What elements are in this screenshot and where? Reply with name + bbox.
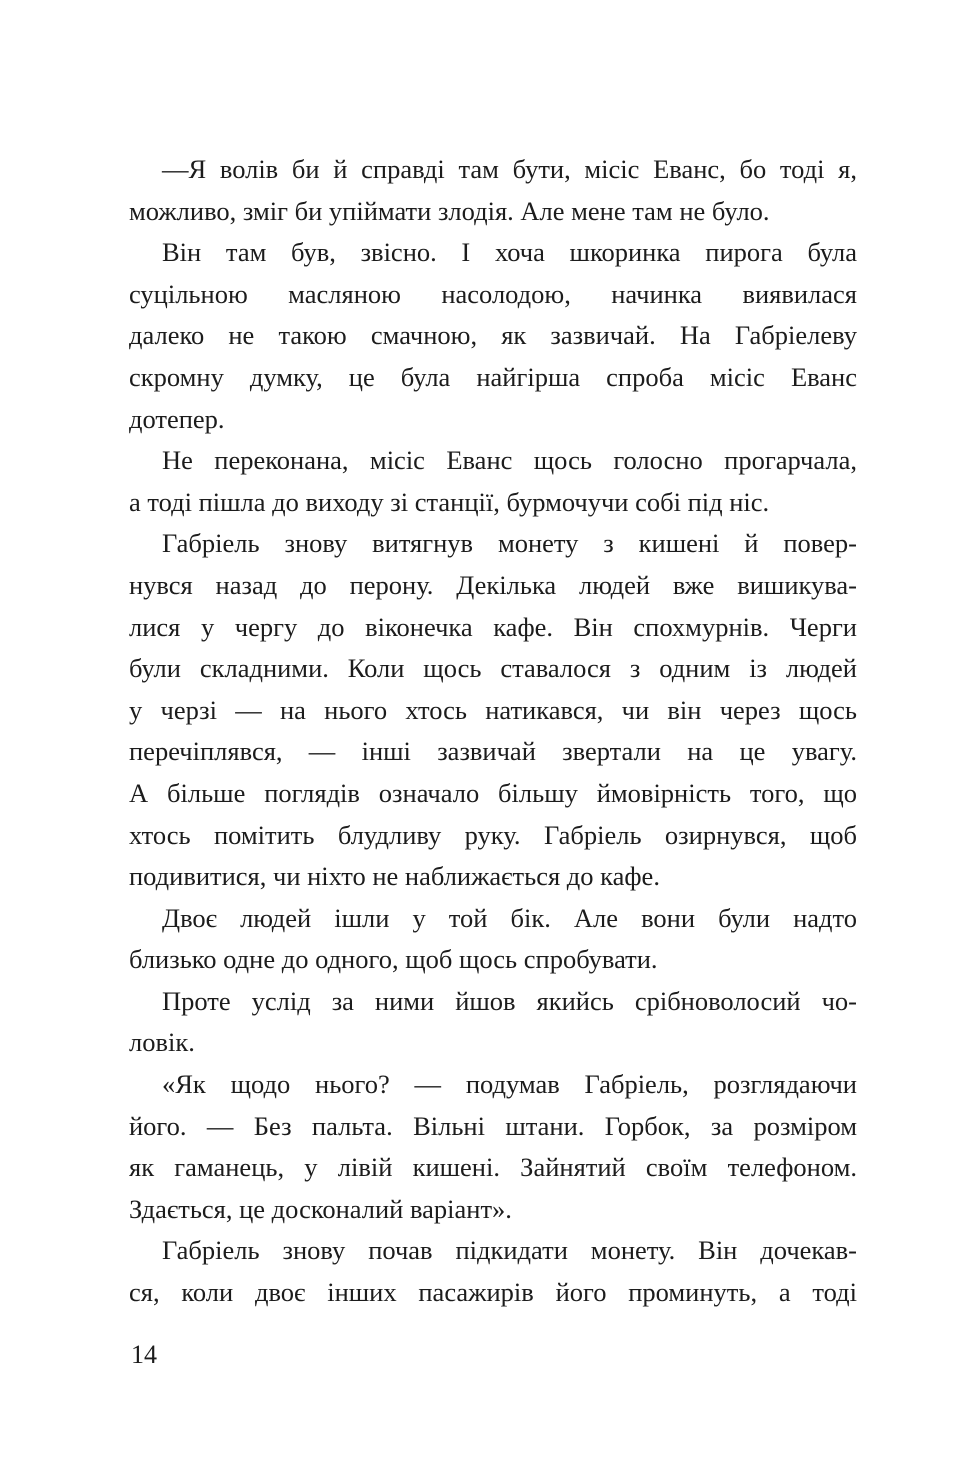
page-text — [129, 149, 857, 1314]
text-line: були складними. Коли щось ставалося з одним із людей — [129, 653, 857, 684]
text-line: хтось помітить блудливу руку. Габріель озирнувся, щоб — [129, 819, 857, 850]
text-line: Габріель знову почав підкидати монету. Він дочекав- — [162, 1235, 857, 1266]
text-line: Проте услід за ними йшов якийсь срібноволосий чо- — [162, 985, 857, 1016]
text-line: лися у чергу до віконечка кафе. Він спохмурнів. Черги — [129, 611, 857, 642]
text-line: як гаманець, у лівій кишені. Зайнятий своїм телефоном. — [129, 1152, 857, 1183]
text-line: подивитися, чи ніхто не наближається до кафе. — [129, 861, 660, 892]
text-line: його. — Без пальта. Вільні штани. Горбок, за розміром — [129, 1110, 857, 1141]
text-line: —Я волів би й справді там бути, місіс Еванс, бо тоді я, — [162, 154, 857, 184]
text-line: Не переконана, місіс Еванс щось голосно прогарчала, — [162, 445, 857, 476]
paragraph — [129, 1230, 857, 1313]
text-line: Габріель знову витягнув монету з кишені й повер- — [162, 528, 857, 559]
paragraph — [129, 898, 857, 981]
paragraph — [129, 1064, 857, 1230]
text-line: Він там був, звісно. І хоча шкоринка пирога була — [162, 237, 857, 268]
paragraph — [129, 440, 857, 523]
text-line: дотепер. — [129, 403, 225, 434]
text-line: перечіплявся, — інші зазвичай звертали на це увагу. — [129, 736, 857, 767]
paragraph — [129, 523, 857, 897]
text-line: можливо, зміг би упіймати злодія. Але мене там не було. — [129, 195, 770, 226]
paragraph — [129, 232, 857, 440]
text-line: А більше поглядів означало більшу ймовірність того, що — [129, 777, 857, 808]
page-number: 14 — [131, 1340, 157, 1369]
text-line: «Як щодо нього? — подумав Габріель, розглядаючи — [162, 1069, 857, 1100]
text-line: Здається, це досконалий варіант». — [129, 1193, 512, 1224]
text-line: ловік. — [129, 1027, 195, 1058]
text-line: скромну думку, це була найгірша спроба місіс Еванс — [129, 361, 857, 392]
text-line: далеко не такою смачною, як зазвичай. На Габріелеву — [129, 320, 857, 351]
text-line: у черзі — на нього хтось натикався, чи він через щось — [129, 694, 857, 725]
text-line: близько одне до одного, щоб щось спробувати. — [129, 944, 658, 975]
text-line: Двоє людей ішли у той бік. Але вони були надто — [162, 902, 857, 933]
paragraph — [129, 149, 857, 232]
text-line: а тоді пішла до виходу зі станції, бурмочучи собі під ніс. — [129, 486, 770, 517]
text-line: ся, коли двоє інших пасажирів його проминуть, а тоді — [129, 1277, 857, 1308]
text-line: нувся назад до перону. Декілька людей вже вишикува- — [129, 569, 857, 600]
text-line: суцільною масляною насолодою, начинка виявилася — [129, 278, 857, 309]
paragraph — [129, 981, 857, 1064]
